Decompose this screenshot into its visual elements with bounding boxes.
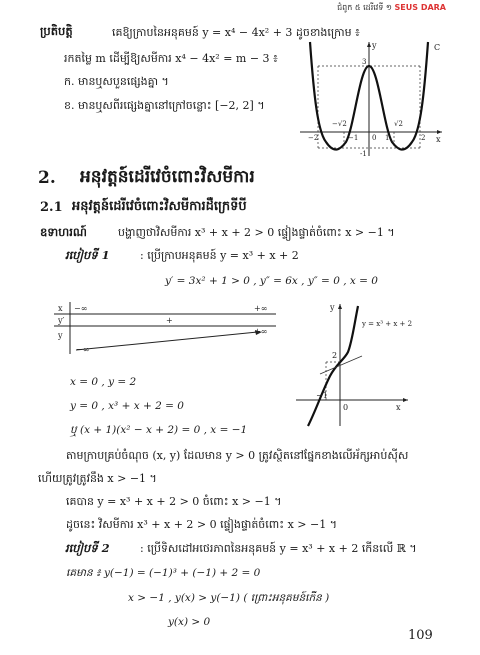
para-line-2: ហើយត្រូវត្រូវនឹង x > −1 ។ [38,472,157,485]
section-number: 2. [38,168,56,188]
x-tick-sqrt2: √2 [394,120,403,128]
row-y-label: y [58,331,63,340]
cubic-curve [308,306,358,426]
method2-text: : ប្រើទិសដៅអថេរភាពនៃអនុគមន៍ y = x³ + x + 2 កើនលើ ℝ ។ [140,542,417,555]
subsection-number: 2.1 [40,200,63,215]
calc-line-2: y = 0 , x³ + x + 2 = 0 [70,400,184,412]
y-axis-label: y [330,303,335,312]
exercise-item-a: ក. មានឬសបួនផ្សេងគ្នា ។ [64,75,169,88]
example-label: ឧទាហរណ៍ [40,225,87,239]
subsection-title: អនុវត្តន៍ដេរីវេចំពោះវិសមីការដឺក្រេទីបី [72,199,247,214]
curve-label: y = x³ + x + 2 [362,320,413,328]
x-tick-neg1: −1 [348,134,359,142]
para-line-3: គេបាន y = x³ + x + 2 > 0 ចំពោះ x > −1 ។ [66,495,282,508]
x-plus-inf: +∞ [254,304,268,313]
row-x-label: x [58,304,63,313]
variation-table [54,302,276,354]
derivative-sign: + [166,316,173,325]
x-axis-label: x [396,403,401,412]
x-intercept-label: −1 [316,391,328,400]
y-tick-neg1: -1 [360,150,367,158]
x-tick-neg-sqrt2: −√2 [332,120,347,128]
y-axis-label: y [372,41,377,50]
method2-line-1: គេមាន ៖ y(−1) = (−1)³ + (−1) + 2 = 0 [66,567,261,579]
x-tick-2: 2 [421,134,426,142]
section-title: អនុវត្តន៍ដេរីវេចំពោះវិសមីការ [80,167,255,187]
curve-label: C [434,43,441,52]
x-tick-0: 0 [372,134,377,142]
brand-watermark: SEUS DARA [394,3,446,12]
x-axis-label: x [436,135,441,144]
cubic-graph [290,300,440,430]
y-tick-3: 3 [362,58,367,66]
method1-derivatives: y′ = 3x² + 1 > 0 , y″ = 6x , y″ = 0 , x = 0 [165,275,378,287]
chapter-label: ជំពូក ៥ ដេរីវេទី ១ [337,3,392,12]
method2-label: របៀបទី 2 [65,541,110,555]
page-number: 109 [408,628,433,643]
method1-text: : ប្រើក្រាបអនុគមន៍ y = x³ + x + 2 [140,249,299,262]
y-minus-inf: −∞ [76,345,90,354]
page-header [337,2,446,14]
calc-line-3: ឬ (x + 1)(x² − x + 2) = 0 , x = −1 [70,424,248,436]
exercise-line-1: គេឱ្យក្រាបនៃអនុគមន៍ y = x⁴ − 4x² + 3 ដូចខាងក្រោម ៖ [112,26,360,39]
origin-label: 0 [343,403,349,412]
para-line-4: ដូចនេះ វិសមីការ x³ + x + 2 > 0 ផ្ទៀងផ្ទាត់ចំពោះ x > −1 ។ [66,518,337,531]
example-text: បង្ហាញថាវិសមីការ x³ + x + 2 > 0 ផ្ទៀងផ្ទាត់ចំពោះ x > −1 ។ [118,226,395,239]
x-minus-inf: −∞ [74,304,88,313]
exercise-item-b: ខ. មានឬសពីរផ្សេងគ្នានៅក្រៅចន្លោះ [−2, 2] ។ [64,99,265,112]
x-tick-neg2: −2 [308,134,319,142]
para-line-1: តាមក្រាបគ្រប់ចំណុច (x, y) ដែលមាន y > 0 ត្រូវស្ថិតនៅផ្នែកខាងលើអ័ក្សអាប់ស៊ីស [66,449,409,462]
quartic-graph [296,38,448,160]
exercise-line-2: រកតម្លៃ m ដើម្បីឱ្យសមីការ x⁴ − 4x² = m − 3 ៖ [64,52,278,65]
y-plus-inf: +∞ [254,327,268,336]
method1-label: របៀបទី 1 [65,248,110,262]
method2-line-3: y(x) > 0 [168,616,211,628]
row-yprime-label: y′ [58,316,65,325]
calc-line-1: x = 0 , y = 2 [70,376,137,388]
y-intercept-label: 2 [332,351,338,360]
method2-line-2: x > −1 , y(x) > y(−1) ( ព្រោះអនុគមន៍កើន ) [128,592,330,604]
x-tick-1: 1 [385,134,390,142]
exercise-label: ប្រតិបត្តិ [40,24,73,38]
